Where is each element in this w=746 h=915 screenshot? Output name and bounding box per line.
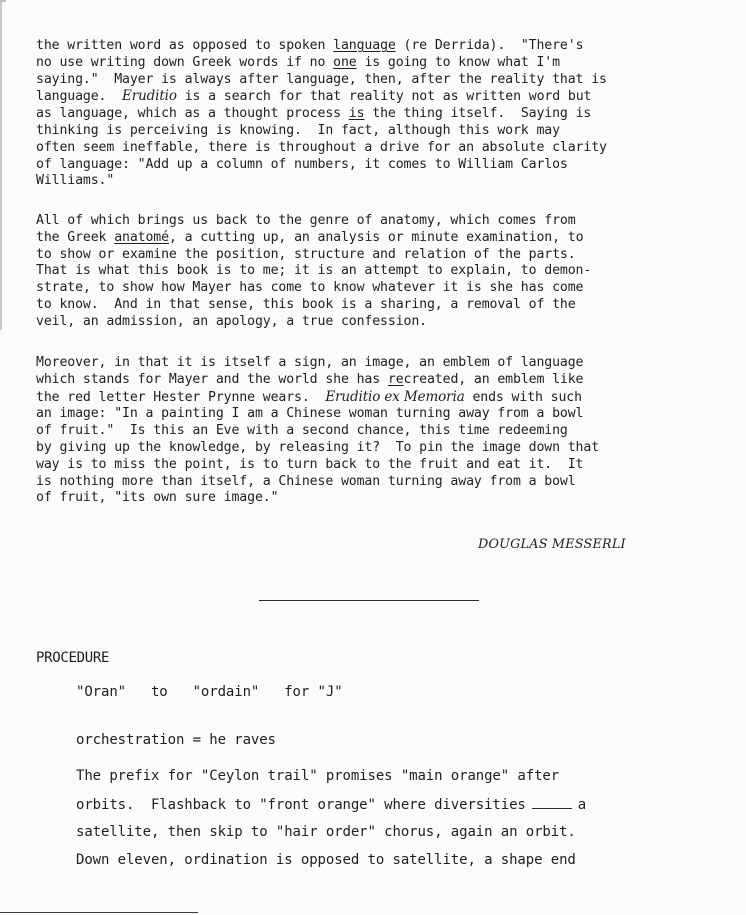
text-line: thinking is perceiving is knowing. In fact, although this work may bbox=[36, 122, 560, 138]
text-line: Williams." bbox=[36, 173, 115, 189]
poem-line: satellite, then skip to "hair order" chorus, again an orbit. bbox=[76, 824, 576, 840]
footer-rule bbox=[0, 912, 198, 913]
section-divider bbox=[259, 600, 479, 601]
essay-paragraph-2 bbox=[36, 213, 736, 331]
text-line: Moreover, in that it is itself a sign, an image, an emblem of language bbox=[36, 355, 584, 370]
text-line: veil, an admission, an apology, a true confession. bbox=[36, 313, 427, 329]
text-line: as language, which as a thought process is the thing itself. Saying is bbox=[36, 106, 592, 122]
underlined-word: is bbox=[348, 106, 365, 122]
text-line: language. Eruditio is a search for that reality not as written word but bbox=[36, 88, 592, 105]
text-line: an image: "In a painting I am a Chinese woman turning away from a bowl bbox=[36, 406, 584, 422]
text-line: is nothing more than itself, a Chinese woman turning away from a bowl bbox=[36, 473, 576, 489]
poem-line: Down eleven, ordination is opposed to satellite, a shape end bbox=[76, 852, 576, 868]
blank-line bbox=[532, 796, 572, 809]
italic-title: Eruditio bbox=[122, 88, 177, 105]
underlined-word: anatomé bbox=[114, 229, 169, 245]
text-line: way is to miss the point, is to turn back to the fruit and eat it. It bbox=[36, 456, 584, 472]
page-corner-mark bbox=[0, 0, 6, 2]
italic-title: Eruditio ex Memoria bbox=[325, 388, 465, 405]
section-heading: PROCEDURE bbox=[36, 650, 110, 666]
text-line: of fruit." Is this an Eve with a second chance, this time redeeming bbox=[36, 423, 568, 439]
underlined-word: one bbox=[333, 54, 357, 70]
text-line: which stands for Mayer and the world she has recreated, an emblem like bbox=[36, 371, 584, 387]
text-line: That is what this book is to me; it is an attempt to explain, to demon- bbox=[36, 263, 592, 279]
text-line: strate, to show how Mayer has come to know whatever it is she has come bbox=[36, 280, 584, 296]
text-line: the Greek anatomé, a cutting up, an analysis or minute examination, to bbox=[36, 229, 584, 245]
text-line: often seem ineffable, there is throughout a drive for an absolute clarity bbox=[36, 139, 607, 155]
poem-line: The prefix for "Ceylon trail" promises "main orange" after bbox=[76, 768, 560, 784]
page-edge bbox=[0, 0, 2, 330]
poem-line: orbits. Flashback to "front orange" where diversities a bbox=[76, 797, 587, 813]
essay-paragraph-3 bbox=[36, 355, 736, 507]
text-line: the written word as opposed to spoken language (re Derrida). "There's bbox=[36, 38, 584, 53]
text-line: to know. And in that sense, this book is a sharing, a removal of the bbox=[36, 296, 576, 312]
essay-paragraph-1 bbox=[36, 38, 736, 190]
author-signature: DOUGLAS MESSERLI bbox=[478, 537, 626, 552]
underlined-word: re bbox=[387, 371, 404, 387]
text-line: All of which brings us back to the genre of anatomy, which comes from bbox=[36, 213, 576, 228]
text-line: to show or examine the position, structure and relation of the parts. bbox=[36, 246, 576, 262]
text-line: by giving up the knowledge, by releasing it? To pin the image down that bbox=[36, 439, 600, 455]
text-line: of fruit, "its own sure image." bbox=[36, 490, 279, 506]
poem-line: orchestration = he raves bbox=[76, 732, 276, 748]
text-line: of language: "Add up a column of numbers, it comes to William Carlos bbox=[36, 156, 568, 172]
text-line: saying." Mayer is always after language, then, after the reality that is bbox=[36, 71, 607, 87]
text-line: the red letter Hester Prynne wears. Eruditio ex Memoria ends with such bbox=[36, 388, 582, 405]
text-line: no use writing down Greek words if no one is going to know what I'm bbox=[36, 54, 560, 70]
underlined-word: language bbox=[333, 38, 396, 53]
poem-line: "Oran" to "ordain" for "J" bbox=[76, 684, 343, 700]
